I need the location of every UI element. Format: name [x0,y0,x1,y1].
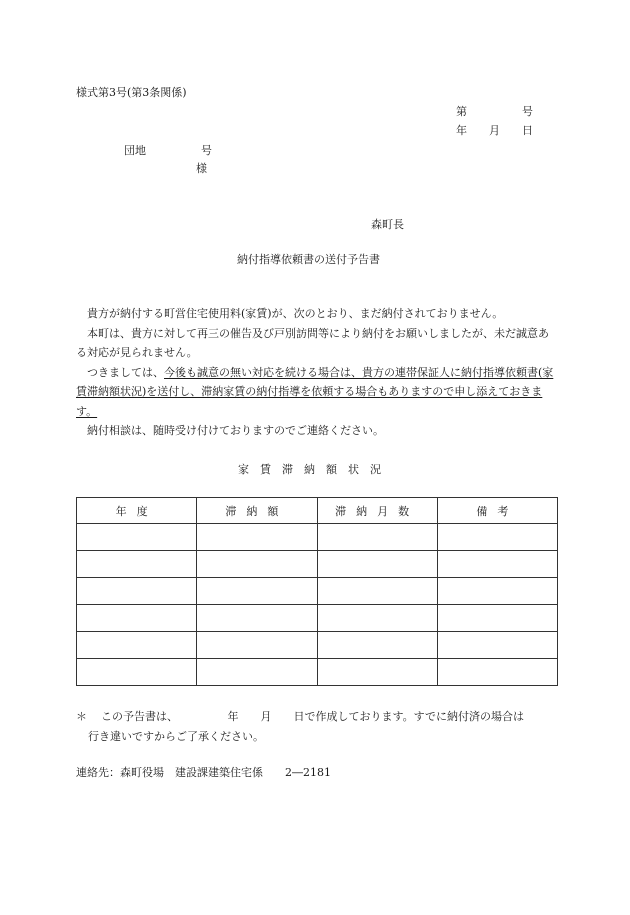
table-cell [197,578,317,605]
table-cell [317,551,437,578]
table-row [77,551,558,578]
paragraph-3 [76,363,556,422]
paragraph-3-lead: つきましては、 [87,365,164,379]
body-text [76,304,556,441]
table-cell [437,578,557,605]
issuer: 森町長 [371,218,404,231]
header-amount: 滞納額 [197,498,317,524]
table-cell [197,659,317,686]
header-remarks: 備考 [437,498,557,524]
note-line-2: 行き違いですからご了承ください。 [88,730,264,743]
table-cell [437,605,557,632]
table-row [77,605,558,632]
recipient-line: 団地 号 [124,144,212,157]
table-cell [317,632,437,659]
table-cell [437,551,557,578]
table-cell [437,632,557,659]
table-row [77,524,558,551]
contact-info: 連絡先：森町役場 建設課建築住宅係 2―2181 [76,766,331,779]
form-label: 様式第3号(第3条関係) [76,86,187,99]
table-cell [77,524,197,551]
note-mark: ＊ [76,710,87,723]
paragraph-4: 納付相談は、随時受け付けておりますのでご連絡ください。 [87,424,384,437]
table-cell [77,659,197,686]
note-line-1: この予告書は、 年 月 日で作成しております。すでに納付済の場合は [101,710,524,723]
table-cell [77,605,197,632]
header-year: 年度 [77,498,197,524]
table-cell [197,524,317,551]
table-cell [77,578,197,605]
arrears-table [76,497,558,686]
table-row [77,659,558,686]
table-cell [77,632,197,659]
document-number: 第 号 [456,105,533,118]
paragraph-2: 本町は、貴方に対して再三の催告及び戸別訪問等により納付をお願いしましたが、未だ誠意ある対応が見られません。 [76,326,549,359]
paragraph-1: 貴方が納付する町営住宅使用料(家賃)が、次のとおり、まだ納付されておりません。 [87,307,504,320]
recipient-honorific: 様 [196,162,207,175]
table-row [77,578,558,605]
paragraph-3-underlined: 今後も誠意の無い対応を続ける場合は、貴方の連帯保証人に納付指導依頼書(家賃滞納額状況)を送付し、滞納家賃の納付指導を依頼する場合もありますので申し添えておきます。 [76,365,554,418]
table-row [77,632,558,659]
table-cell [77,551,197,578]
page-title: 納付指導依頼書の送付予告書 [237,253,380,266]
table-cell [317,578,437,605]
table-cell [437,659,557,686]
document-date: 年 月 日 [456,124,533,137]
table-header-row [77,498,558,524]
table-title: 家 賃 滞 納 額 状 況 [238,463,381,476]
table-cell [317,605,437,632]
table-cell [437,524,557,551]
table-cell [197,551,317,578]
header-months: 滞納月数 [317,498,437,524]
table-cell [197,605,317,632]
table-cell [317,659,437,686]
table-cell [197,632,317,659]
table-cell [317,524,437,551]
